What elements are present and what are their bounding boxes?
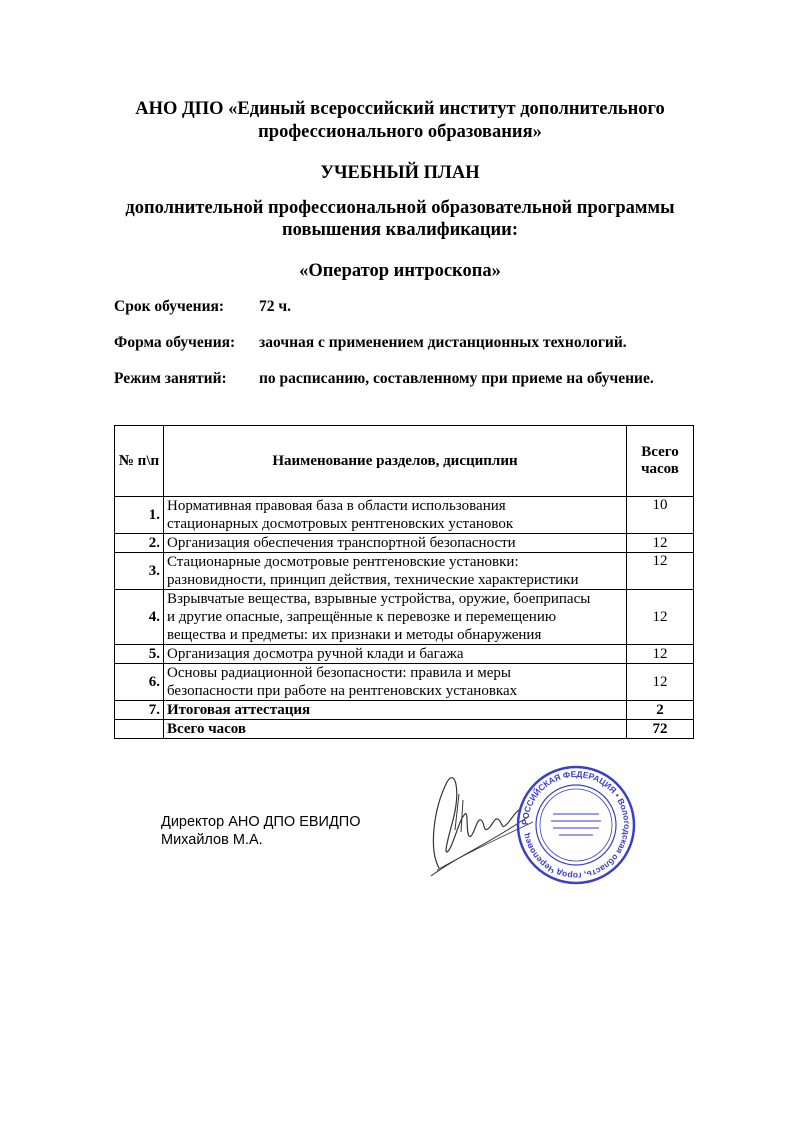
row-num: 6. xyxy=(115,664,164,701)
organization-stamp xyxy=(515,764,637,886)
row-name xyxy=(164,497,627,534)
row-num: 1. xyxy=(115,497,164,534)
organization-line-2: профессионального образования» xyxy=(258,122,542,142)
row-hours: 10 xyxy=(627,497,694,534)
program-name: «Оператор интроскопа» xyxy=(299,261,501,281)
total-hours: 72 xyxy=(627,720,694,739)
row-name-line: разновидности, принцип действия, технические характеристики xyxy=(167,572,579,588)
row-name xyxy=(164,590,627,645)
table-header-row xyxy=(115,426,694,497)
table-total-row xyxy=(115,720,694,739)
duration-value: 72 ч. xyxy=(259,298,291,315)
row-num: 7. xyxy=(115,701,164,720)
row-name-line: стационарных досмотровых рентгеновских установок xyxy=(167,516,514,532)
header-hours-line-1: Всего xyxy=(641,444,679,460)
form-label: Форма обучения: xyxy=(114,334,236,351)
total-num-empty xyxy=(115,720,164,739)
total-label: Всего часов xyxy=(164,720,627,739)
schedule-value: по расписанию, составленному при приеме на обучение. xyxy=(259,370,654,387)
row-name xyxy=(164,701,627,720)
document-title: УЧЕБНЫЙ ПЛАН xyxy=(320,163,480,183)
row-name-line: Итоговая аттестация xyxy=(167,702,311,718)
header-hours xyxy=(627,426,694,497)
organization-line-1: АНО ДПО «Единый всероссийский институт дополнительного xyxy=(135,99,665,119)
row-name-line: Взрывчатые вещества, взрывные устройства, оружие, боеприпасы xyxy=(167,591,591,607)
table-row xyxy=(115,701,694,720)
subtitle-line-1: дополнительной профессиональной образовательной программы xyxy=(125,198,675,218)
row-hours: 12 xyxy=(627,553,694,590)
subtitle-line-2: повышения квалификации: xyxy=(282,220,518,240)
row-num: 4. xyxy=(115,590,164,645)
form-value: заочная с применением дистанционных технологий. xyxy=(259,334,627,351)
row-num: 2. xyxy=(115,534,164,553)
row-num: 3. xyxy=(115,553,164,590)
table-row xyxy=(115,497,694,534)
table-row xyxy=(115,645,694,664)
svg-text:РОССИЙСКАЯ ФЕДЕРАЦИЯ • Вологод xyxy=(520,769,632,881)
curriculum-table xyxy=(114,425,694,739)
row-name xyxy=(164,645,627,664)
header-hours-line-2: часов xyxy=(641,461,679,477)
stamp-outer-text: РОССИЙСКАЯ ФЕДЕРАЦИЯ • Вологодская область, город Череповец xyxy=(519,768,633,882)
row-name-line: Стационарные досмотровые рентгеновские установки: xyxy=(167,554,519,570)
schedule-label: Режим занятий: xyxy=(114,370,227,387)
row-name xyxy=(164,534,627,553)
row-name-line: и другие опасные, запрещённые к перевозке и перемещению xyxy=(167,609,557,625)
table-row xyxy=(115,590,694,645)
row-name xyxy=(164,553,627,590)
header-num: № п\п xyxy=(115,426,164,497)
signatory-position: Директор АНО ДПО ЕВИДПО xyxy=(161,814,361,830)
duration-label: Срок обучения: xyxy=(114,298,225,315)
row-hours: 12 xyxy=(627,664,694,701)
row-name xyxy=(164,664,627,701)
row-name-line: вещества и предметы: их признаки и методы обнаружения xyxy=(167,627,542,643)
row-hours: 12 xyxy=(627,534,694,553)
row-num: 5. xyxy=(115,645,164,664)
table-row xyxy=(115,553,694,590)
signatory-block xyxy=(161,813,360,849)
row-hours: 2 xyxy=(627,701,694,720)
table-row xyxy=(115,664,694,701)
row-name-line: Организация обеспечения транспортной безопасности xyxy=(167,535,516,551)
row-name-line: Организация досмотра ручной клади и багажа xyxy=(167,646,464,662)
row-name-line: Нормативная правовая база в области использования xyxy=(167,498,506,514)
row-hours: 12 xyxy=(627,645,694,664)
row-hours: 12 xyxy=(627,590,694,645)
header-name: Наименование разделов, дисциплин xyxy=(164,426,627,497)
row-name-line: безопасности при работе на рентгеновских установках xyxy=(167,683,518,699)
row-name-line: Основы радиационной безопасности: правила и меры xyxy=(167,665,511,681)
organization-name xyxy=(0,98,800,144)
table-row xyxy=(115,534,694,553)
document-subtitle xyxy=(0,197,800,241)
signatory-name: Михайлов М.А. xyxy=(161,832,263,848)
